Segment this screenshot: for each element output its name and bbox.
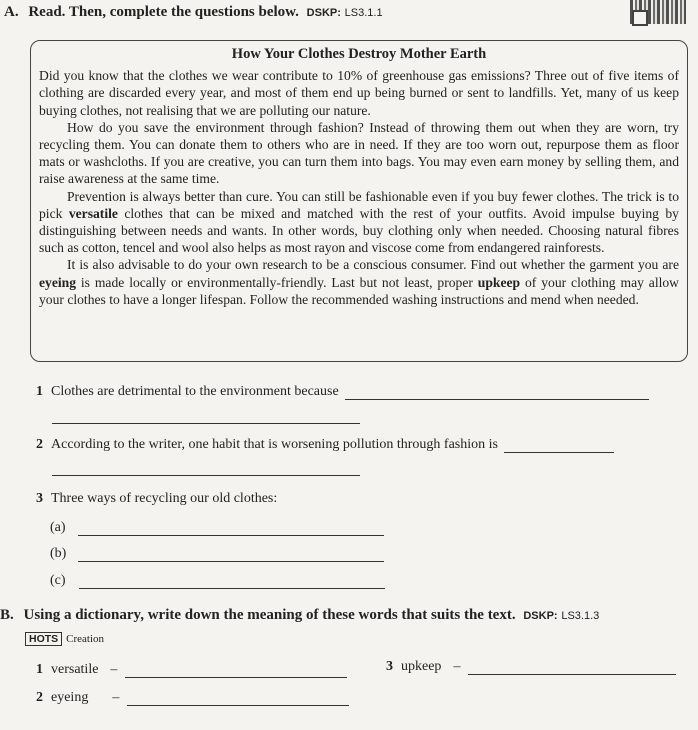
question-3a — [50, 520, 384, 536]
vocab-1-number: 1 — [36, 662, 43, 677]
vocab-3-word: upkeep — [401, 659, 442, 674]
section-b-dskp-label: DSKP: — [523, 610, 558, 622]
question-3c — [50, 573, 385, 589]
section-a-instruction: Read. Then, complete the questions below. — [28, 4, 299, 20]
passage-paragraph-4 — [39, 256, 679, 308]
hots-type: Creation — [66, 633, 105, 645]
question-2-answer-line-2[interactable] — [52, 475, 360, 476]
vocab-3-dash: – — [453, 659, 461, 674]
vocab-2 — [36, 690, 349, 706]
vocab-3 — [386, 659, 676, 675]
p3-text-a: Prevention is always better than cure. You can still be fashionable even if you buy fewer clothes. The trick is to pick — [39, 188, 679, 221]
section-a-label: A. — [4, 4, 19, 20]
keyword-versatile: versatile — [68, 205, 118, 221]
section-b-label: B. — [0, 607, 14, 623]
question-3c-answer-line[interactable] — [79, 588, 385, 589]
question-2-number: 2 — [36, 437, 43, 452]
question-2-answer-line[interactable] — [504, 452, 614, 453]
question-3c-label: (c) — [50, 573, 66, 588]
section-b-instruction: Using a dictionary, write down the meaning of these words that suits the text. — [23, 607, 516, 623]
question-1 — [36, 384, 649, 400]
reading-passage — [30, 40, 688, 362]
vocab-2-number: 2 — [36, 690, 43, 705]
keyword-upkeep: upkeep — [477, 274, 521, 290]
p4-text-a: It is also advisable to do your own research to be a conscious consumer. Find out whether the garment you are — [67, 257, 679, 273]
question-3-number: 3 — [36, 491, 43, 506]
section-a-dskp-label: DSKP: — [306, 7, 341, 19]
p3-text-b: clothes that can be mixed and matched with the rest of your outfits. Avoid impulse buying by distinguishing between needs and wants. In other words, buy clothing only when needed. Choosing natural fibres such as cotton, tencel and wool also helps as most rayon and viscose come from endangered rainforests. — [39, 205, 679, 256]
section-b-heading — [0, 607, 599, 624]
vocab-1-word: versatile — [51, 662, 99, 677]
vocab-1-answer-line[interactable] — [125, 677, 347, 678]
section-a-dskp-code: LS3.1.1 — [344, 7, 383, 19]
question-2 — [36, 437, 614, 453]
question-3a-label: (a) — [50, 520, 66, 535]
section-a-heading — [4, 4, 383, 21]
p4-text-c: of your clothing may allow your clothes to have a longer lifespan. Follow the recommended washing instructions and mend when needed. — [39, 274, 679, 307]
question-3 — [36, 491, 277, 507]
question-1-number: 1 — [36, 384, 43, 399]
vocab-2-answer-line[interactable] — [127, 705, 349, 706]
question-2-text: According to the writer, one habit that is worsening pollution through fashion is — [51, 437, 498, 452]
vocab-2-word: eyeing — [51, 690, 89, 705]
keyword-eyeing: eyeing — [39, 274, 76, 290]
question-1-text: Clothes are detrimental to the environment because — [51, 384, 339, 399]
question-1-answer-line[interactable] — [345, 399, 649, 400]
question-3b — [50, 546, 384, 562]
qr-code-icon — [630, 0, 686, 24]
hots-tag — [25, 632, 104, 646]
section-b-dskp-code: LS3.1.3 — [561, 610, 600, 622]
question-3b-answer-line[interactable] — [78, 561, 384, 562]
passage-paragraph-1: Did you know that the clothes we wear contribute to 10% of greenhouse gas emissions? Three out of five items of clothing are discarded every year, and most of them end up being burned or sent to landfills. Yet, many of us keep buying clothes, not realising that we are polluting our nature. — [39, 68, 679, 118]
hots-label: HOTS — [25, 632, 62, 646]
p4-text-b: is made locally or environmentally-friendly. Last but not least, proper — [76, 274, 478, 290]
vocab-1 — [36, 662, 347, 678]
vocab-3-answer-line[interactable] — [468, 674, 676, 675]
question-3b-label: (b) — [50, 546, 67, 561]
passage-paragraph-3 — [39, 188, 679, 257]
question-3-text: Three ways of recycling our old clothes: — [51, 491, 278, 506]
question-3a-answer-line[interactable] — [78, 535, 384, 536]
vocab-1-dash: – — [110, 662, 118, 677]
vocab-2-dash: – — [112, 690, 120, 705]
question-1-answer-line-2[interactable] — [52, 423, 360, 424]
passage-paragraph-2: How do you save the environment through fashion? Instead of throwing them out when they are worn, try recycling them. You can donate them to others who are in need. If they are too worn out, repurpose them as floor mats or washcloths. If you are creative, you can turn them into bags. You may even earn money by selling them, and raise awareness at the same time. — [39, 119, 679, 187]
vocab-3-number: 3 — [386, 659, 393, 674]
passage-title: How Your Clothes Destroy Mother Earth — [231, 46, 487, 62]
